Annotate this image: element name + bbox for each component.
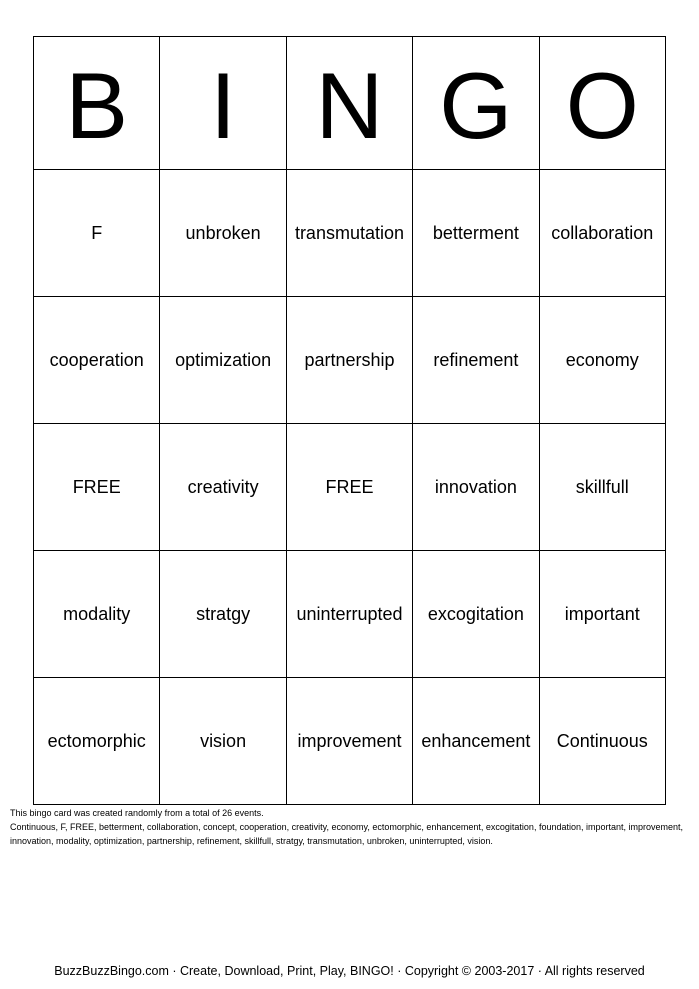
bingo-cell: important	[539, 551, 665, 678]
bingo-cell: optimization	[160, 297, 286, 424]
bingo-cell: modality	[34, 551, 160, 678]
bingo-row	[34, 170, 666, 297]
bingo-cell: FREE	[286, 424, 412, 551]
bingo-cell: uninterrupted	[286, 551, 412, 678]
site-footer: BuzzBuzzBingo.com · Create, Download, Print, Play, BINGO! · Copyright © 2003-2017 · All rights reserved	[54, 964, 645, 978]
bingo-cell: creativity	[160, 424, 286, 551]
bingo-row	[34, 678, 666, 805]
bingo-row	[34, 424, 666, 551]
header-letter-b: B	[34, 37, 160, 170]
bingo-cell: economy	[539, 297, 665, 424]
bingo-cell: innovation	[413, 424, 539, 551]
bingo-cell: improvement	[286, 678, 412, 805]
bingo-cell: skillfull	[539, 424, 665, 551]
bingo-cell: partnership	[286, 297, 412, 424]
header-letter-i: I	[160, 37, 286, 170]
bingo-row	[34, 297, 666, 424]
bingo-cell: stratgy	[160, 551, 286, 678]
header-letter-g: G	[413, 37, 539, 170]
bingo-cell: collaboration	[539, 170, 665, 297]
bingo-cell: vision	[160, 678, 286, 805]
card-info-events-list: Continuous, F, FREE, betterment, collaboration, concept, cooperation, creativity, economy, ectomorphic, enhancement, excogitation, foundation, important, improvement, innovation, modality, optimization, partnership, refinement, skillfull, stratgy, transmutation, unbroken, uninterrupted, vision.	[10, 822, 684, 846]
bingo-cell: enhancement	[413, 678, 539, 805]
bingo-cell: F	[34, 170, 160, 297]
bingo-cell: ectomorphic	[34, 678, 160, 805]
bingo-row	[34, 551, 666, 678]
card-info-summary: This bingo card was created randomly from a total of 26 events.	[10, 808, 264, 818]
bingo-cell: unbroken	[160, 170, 286, 297]
bingo-cell: Continuous	[539, 678, 665, 805]
card-info-note	[10, 806, 692, 848]
bingo-header-row	[34, 37, 666, 170]
bingo-cell: excogitation	[413, 551, 539, 678]
bingo-cell: FREE	[34, 424, 160, 551]
bingo-cell: cooperation	[34, 297, 160, 424]
bingo-cell: refinement	[413, 297, 539, 424]
header-letter-o: O	[539, 37, 665, 170]
bingo-card	[33, 36, 666, 805]
bingo-cell: transmutation	[286, 170, 412, 297]
bingo-cell: betterment	[413, 170, 539, 297]
header-letter-n: N	[286, 37, 412, 170]
